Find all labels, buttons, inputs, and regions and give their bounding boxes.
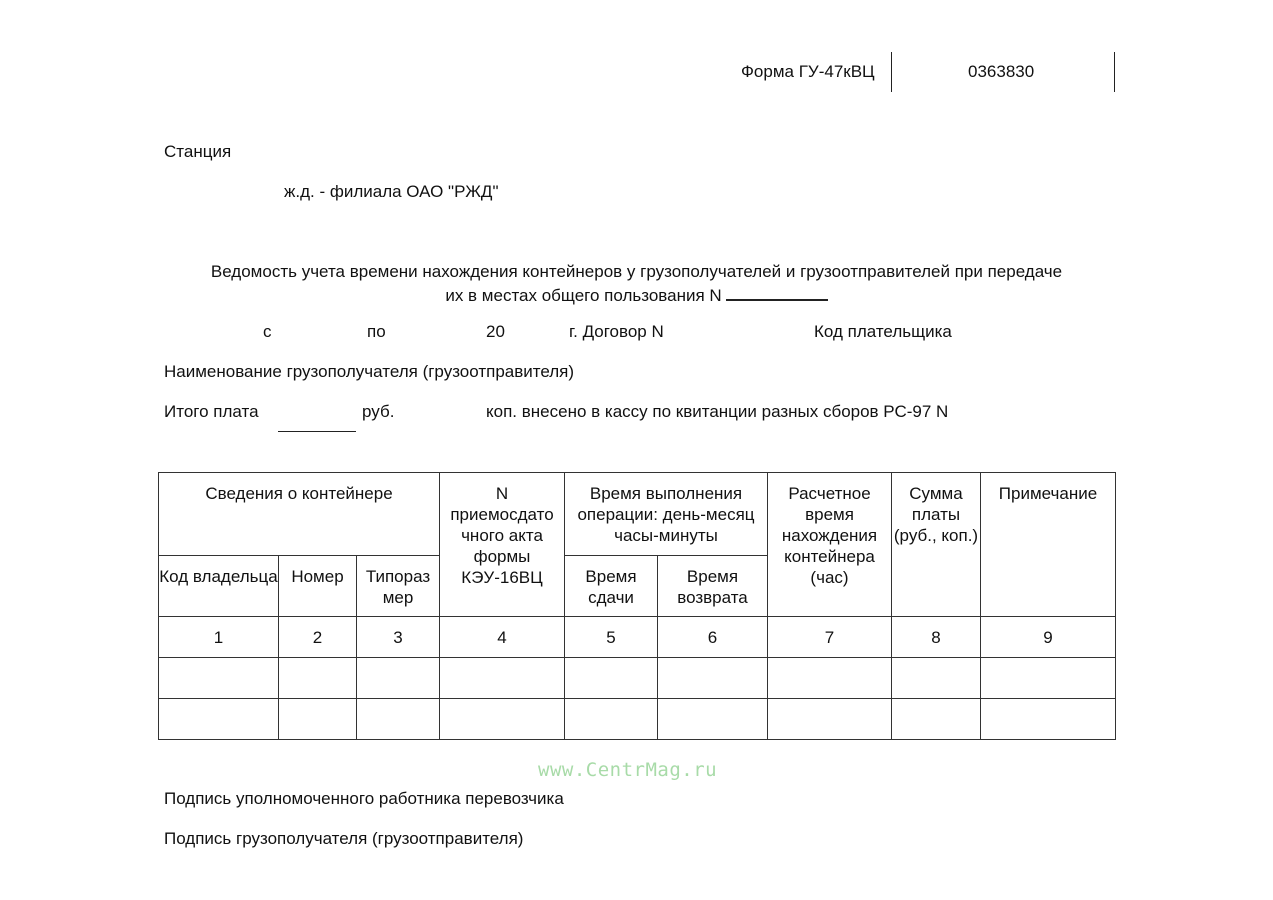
- payment-receipt-label: коп. внесено в кассу по квитанции разных сборов РС-97 N: [486, 402, 949, 421]
- table-cell[interactable]: [279, 658, 357, 699]
- th-number: Номер: [279, 556, 357, 617]
- col-number: 2: [279, 617, 357, 658]
- consignee-label: Наименование грузополучателя (грузоотправителя): [164, 362, 575, 381]
- containers-table: [158, 472, 1116, 740]
- railway-label: ж.д. - филиала ОАО "РЖД": [284, 182, 499, 201]
- period-from: с: [263, 322, 272, 341]
- payer-code-label: Код плательщика: [814, 322, 952, 341]
- table-cell[interactable]: [357, 658, 440, 699]
- col-number: 5: [565, 617, 658, 658]
- th-type-size: Типораз мер: [357, 556, 440, 617]
- header-divider-right: [1114, 52, 1115, 92]
- header-row-1: [159, 473, 1116, 556]
- table-cell[interactable]: [981, 699, 1116, 740]
- carrier-signature-label: Подпись уполномоченного работника перевозчика: [164, 789, 564, 808]
- col-number: 9: [981, 617, 1116, 658]
- payment-amount-blank: [278, 431, 356, 432]
- th-return-time: Время возврата: [658, 556, 768, 617]
- th-operation-time: Время выполнения операции: день-месяц часы-минуты: [565, 473, 768, 556]
- table-cell[interactable]: [279, 699, 357, 740]
- table-cell[interactable]: [159, 658, 279, 699]
- col-number: 1: [159, 617, 279, 658]
- table-row: [159, 658, 1116, 699]
- document-title: [150, 261, 1123, 307]
- table-cell[interactable]: [892, 699, 981, 740]
- period-year: 20: [486, 322, 505, 341]
- table-cell[interactable]: [357, 699, 440, 740]
- table-cell[interactable]: [440, 658, 565, 699]
- payment-total-label: Итого плата: [164, 402, 259, 421]
- table-cell[interactable]: [658, 658, 768, 699]
- table-cell[interactable]: [892, 658, 981, 699]
- contract-label: г. Договор N: [569, 322, 664, 341]
- period-to: по: [367, 322, 386, 341]
- watermark: www.CentrMag.ru: [538, 759, 718, 781]
- payment-rub-label: руб.: [362, 402, 395, 421]
- table-cell[interactable]: [440, 699, 565, 740]
- table-cell[interactable]: [981, 658, 1116, 699]
- col-number: 8: [892, 617, 981, 658]
- th-note: Примечание: [981, 473, 1116, 617]
- title-line-2: [150, 283, 1123, 307]
- consignee-signature-label: Подпись грузополучателя (грузоотправителя): [164, 829, 524, 848]
- th-handover-time: Время сдачи: [565, 556, 658, 617]
- form-label: Форма ГУ-47кВЦ: [741, 62, 875, 81]
- table-cell[interactable]: [565, 658, 658, 699]
- table-cell[interactable]: [159, 699, 279, 740]
- table-cell[interactable]: [768, 658, 892, 699]
- title-line-2-text: их в местах общего пользования N: [445, 286, 722, 305]
- col-number: 6: [658, 617, 768, 658]
- table-row: [159, 699, 1116, 740]
- title-line-1: Ведомость учета времени нахождения контейнеров у грузополучателей и грузоотправителей при передаче: [210, 262, 1063, 281]
- col-number: 7: [768, 617, 892, 658]
- form-number: 0363830: [968, 62, 1035, 81]
- table-cell[interactable]: [658, 699, 768, 740]
- table-cell[interactable]: [565, 699, 658, 740]
- column-number-row: [159, 617, 1116, 658]
- th-owner-code: Код владельца: [159, 556, 279, 617]
- th-container-info: Сведения о контейнере: [159, 473, 440, 556]
- th-payment-sum: Сумма платы (руб., коп.): [892, 473, 981, 617]
- col-number: 4: [440, 617, 565, 658]
- th-act-n: N: [495, 484, 509, 503]
- th-calc-time: Расчетное время нахождения контейнера (час): [768, 473, 892, 617]
- th-act-number: [440, 473, 565, 617]
- header-divider-left: [891, 52, 892, 92]
- th-act-text: приемосдато чного акта формы КЭУ-16ВЦ: [450, 505, 554, 587]
- station-label: Станция: [164, 142, 232, 161]
- table-cell[interactable]: [768, 699, 892, 740]
- title-number-blank: [726, 283, 828, 301]
- col-number: 3: [357, 617, 440, 658]
